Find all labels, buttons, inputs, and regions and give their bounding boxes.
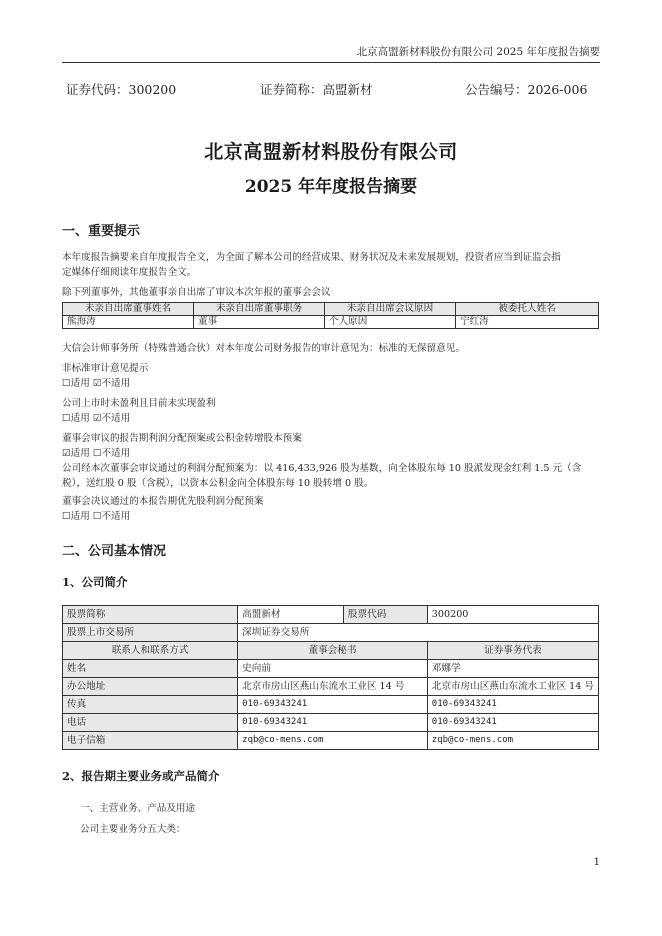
rep-label: 证券事务代表 <box>427 642 598 660</box>
table-row <box>63 316 599 329</box>
nonstd-audit-label: 非标准审计意见提示 <box>62 363 149 374</box>
business-line: 公司主要业务分五大类： <box>80 824 186 835</box>
rep-cell: 邓娜学 <box>427 660 598 678</box>
table-header-cell: 未亲自出席董事职务 <box>194 303 325 316</box>
page-number: 1 <box>593 857 600 868</box>
summary-line-2: 定媒体仔细阅读年度报告全文。 <box>62 267 197 278</box>
table-cell: 熊海涛 <box>63 316 194 329</box>
dividend-label: 董事会审议的报告期利润分配预案或公积金转增股本预案 <box>62 433 302 444</box>
table-header-cell: 被委托人姓名 <box>456 303 599 316</box>
stock-code-label: 股票代码 <box>343 606 427 624</box>
director-note: 除下列董事外，其他董事亲自出席了审议本次年报的董事会会议 <box>62 287 331 298</box>
exchange-value: 深圳证券交易所 <box>238 624 599 642</box>
secretary-cell: 010-69343241 <box>238 696 428 714</box>
rep-cell: 010-69343241 <box>427 696 598 714</box>
header-rule <box>62 62 600 63</box>
dividend-line-1: 公司经本次董事会审议通过的利润分配预案为：以 416,433,926 股为基数，向全体股东每 10 股派发现金红利 1.5 元（含 <box>62 463 582 474</box>
dividend-line-2: 税），送红股 0 股（含税），以资本公积金向全体股东每 10 股转增 0 股。 <box>62 478 374 489</box>
audit-opinion: 大信会计师事务所（特殊普通合伙）对本年度公司财务报告的审计意见为：标准的无保留意见。 <box>62 343 465 354</box>
preferred-options: ☐适用 ☐不适用 <box>62 511 131 522</box>
row-label: 电子信箱 <box>63 732 238 750</box>
stock-abbr: 证券简称：高盟新材 <box>260 82 373 97</box>
contact-label: 联系人和联系方式 <box>63 642 238 660</box>
exchange-label: 股票上市交易所 <box>63 624 238 642</box>
stock-code-value: 300200 <box>427 606 598 624</box>
table-cell: 宁红涛 <box>456 316 599 329</box>
table-row <box>63 606 599 624</box>
report-title: 2025 年年度报告摘要 <box>244 177 418 197</box>
secretary-cell: zqb@co-mens.com <box>238 732 428 750</box>
table-header-cell: 未亲自出席会议原因 <box>325 303 456 316</box>
preferred-label: 董事会决议通过的本报告期优先股利润分配预案 <box>62 496 264 507</box>
summary-line-1: 本年度报告摘要来自年度报告全文，为全面了解本公司的经营成果、财务状况及未来发展规划，投资者应当到证监会指 <box>62 252 561 263</box>
section1-heading: 一、重要提示 <box>62 224 141 239</box>
table-row <box>63 624 599 642</box>
absent-directors-table <box>62 302 599 329</box>
stock-code: 证券代码：300200 <box>66 82 177 97</box>
nonstd-audit-options: ☐适用 ☑不适用 <box>62 378 131 389</box>
table-row <box>63 732 599 750</box>
table-cell: 董事 <box>194 316 325 329</box>
table-cell: 个人原因 <box>325 316 456 329</box>
page-header: 北京高盟新材料股份有限公司 2025 年年度报告摘要 <box>356 46 600 58</box>
table-row <box>63 714 599 732</box>
stock-abbr-label: 股票简称 <box>63 606 238 624</box>
rep-cell: 010-69343241 <box>427 714 598 732</box>
row-label: 传真 <box>63 696 238 714</box>
dividend-plan <box>62 461 600 491</box>
company-title: 北京高盟新材料股份有限公司 <box>204 141 458 163</box>
secretary-label: 董事会秘书 <box>238 642 428 660</box>
section2-heading: 二、公司基本情况 <box>62 544 167 559</box>
notice-number: 公告编号：2026-006 <box>465 82 588 97</box>
row-label: 电话 <box>63 714 238 732</box>
table-header-row <box>63 303 599 316</box>
row-label: 办公地址 <box>63 678 238 696</box>
unprofitable-label: 公司上市时未盈利且目前未实现盈利 <box>62 398 216 409</box>
company-profile-heading: 1、公司简介 <box>62 575 128 589</box>
stock-abbr-value: 高盟新材 <box>238 606 344 624</box>
table-row <box>63 696 599 714</box>
rep-cell: zqb@co-mens.com <box>427 732 598 750</box>
secretary-cell: 北京市房山区燕山东流水工业区 14 号 <box>238 678 428 696</box>
row-label: 姓名 <box>63 660 238 678</box>
secretary-cell: 010-69343241 <box>238 714 428 732</box>
summary-paragraph <box>62 250 600 280</box>
dividend-options: ☑适用 ☐不适用 <box>62 448 131 459</box>
rep-cell: 北京市房山区燕山东流水工业区 14 号 <box>427 678 598 696</box>
table-row <box>63 660 599 678</box>
table-header-row <box>63 642 599 660</box>
table-row <box>63 678 599 696</box>
secretary-cell: 史向前 <box>238 660 428 678</box>
business-heading: 2、报告期主要业务或产品简介 <box>62 769 220 783</box>
unprofitable-options: ☐适用 ☑不适用 <box>62 413 131 424</box>
table-header-cell: 未亲自出席董事姓名 <box>63 303 194 316</box>
company-profile-table <box>62 605 599 750</box>
business-item: 一、主营业务、产品及用途 <box>80 803 196 814</box>
